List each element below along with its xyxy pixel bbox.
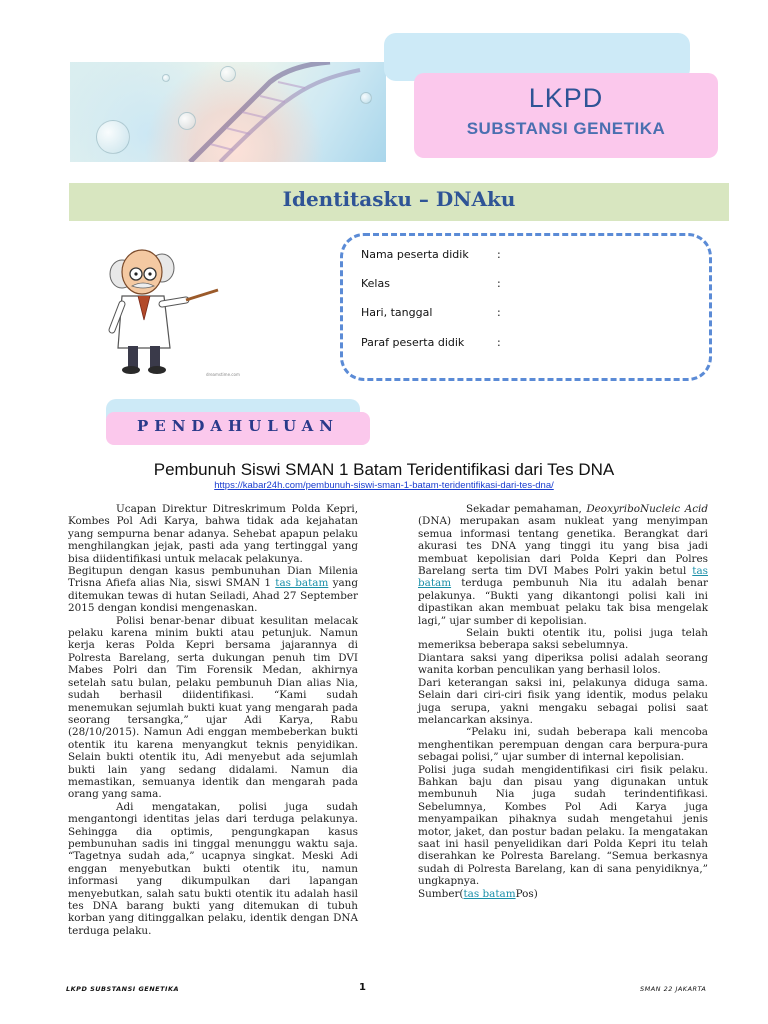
paragraph-text: (DNA) merupakan asam nukleat yang menyimpan semua informasi tentang genetika. Berangkat dari akurasi tes DNA yang tinggi itu yang bisa jadi membuat kepolisian dari Polda Kepri dan Polres Barelang serta tim DVI Mabes Polri yakin betul — [418, 515, 708, 578]
paragraph: Diantara saksi yang diperiksa polisi adalah seorang wanita korban penculikan yang berhasil lolos. — [418, 651, 708, 677]
source-line — [418, 888, 708, 900]
form-colon: : — [497, 248, 501, 261]
paragraph: Adi mengatakan, polisi juga sudah mengantongi identitas jelas dari terduga pelakunya. Sehingga dia optimis, pengungkapan kasus pembunuhan sadis ini tinggal menunggu waktu saja. “Tagetnya sudah ada,” ucapnya singkat. Meski Adi enggan menyebutkan bukti otentik itu, namun informasi yang dikumpulkan dari lapangan menyebutkan, salah satu bukti otentik itu adalah hasil tes DNA barang bukti yang ditemukan di tubuh korban yang ditinggalkan pelaku, identik dengan DNA terduga pelaku. — [68, 800, 358, 937]
footer-right: SMAN 22 JAKARTA — [640, 985, 707, 993]
dna-banner-image — [70, 62, 386, 162]
identity-form — [340, 233, 712, 381]
paragraph — [418, 503, 708, 627]
source-text: Pos) — [515, 887, 538, 900]
article-source-link[interactable]: https://kabar24h.com/pembunuh-siswi-sman-1-batam-teridentifikasi-dari-tes-dna/ — [214, 480, 554, 491]
form-colon: : — [497, 336, 501, 349]
article-column-left — [68, 503, 358, 937]
source-text: Sumber( — [418, 887, 464, 900]
paragraph-text: Begitupun dengan kasus pembunuhan Dian Milenia Trisna Afiefa alias Nia, siswi SMAN 1 — [68, 565, 358, 590]
paragraph-italic-text: DeoxyriboNucleic Acid — [586, 503, 708, 515]
form-label: Kelas — [361, 277, 390, 290]
article-column-right — [418, 503, 708, 900]
paragraph: “Pelaku ini, sudah beberapa kali mencoba menghentikan perempuan dengan cara berpura-pura sebagai polisi,” ujar sumber di internal kepolisian. — [418, 726, 708, 764]
identity-section-title: Identitasku – DNAku — [282, 187, 516, 211]
scientist-illustration-icon — [100, 240, 240, 380]
paragraph: Ucapan Direktur Ditreskrimum Polda Kepri, Kombes Pol Adi Karya, bahwa tidak ada kejahatan yang sempurna benar adanya. Sehebat apapun pelaku menghilangkan jejak, pasti ada yang tertinggal yang bisa diidentifikasi untuk melacak pelakunya. — [68, 503, 358, 565]
identity-section-bar — [69, 183, 729, 221]
form-row-kelas — [361, 277, 501, 290]
form-row-nama — [361, 248, 501, 261]
form-colon: : — [497, 306, 501, 319]
form-label: Nama peserta didik — [361, 248, 469, 261]
bubble-icon — [178, 112, 196, 130]
paragraph: Polisi juga sudah mengidentifikasi ciri fisik pelaku. Bahkan baju dan pisau yang digunakan untuk membunuh Nia juga sudah terindentifikasi. Sebelumnya, Kombes Pol Adi Karya juga menyampaikan pihaknya sudah mengetahui jenis motor, jaket, dan postur badan pelaku. Ia mengatakan saat ini hasil penyelidikan dari Polda Kepri itu telah diserahkan ke Polresta Barelang. “Semua berkasnya sudah di Polresta Barelang, kan di sana penyidiknya,” ungkapnya. — [418, 763, 708, 888]
form-row-hari-tanggal — [361, 306, 501, 319]
section-title: PENDAHULUAN — [136, 417, 340, 435]
bubble-icon — [96, 120, 130, 154]
form-colon: : — [497, 277, 501, 290]
section-title-box — [106, 412, 370, 445]
tas-batam-link[interactable]: tas batam — [463, 887, 516, 900]
page-title: LKPD — [528, 83, 604, 113]
paragraph — [68, 565, 358, 615]
tas-batam-link[interactable]: tas batam — [275, 577, 329, 590]
title-box — [414, 73, 718, 158]
paragraph: Polisi benar-benar dibuat kesulitan melacak pelaku karena minim bukti atau petunjuk. Namun kerja keras Polda Kepri bersama jajarannya di Polresta Barelang, serta dukungan penuh tim DVI Mabes Polri dan Tim Forensik Medan, akhirnya setelah satu bulan, pelaku pembunuh Dian alias Nia, sudah berhasil diidentifikasi. “Kami sudah menemukan sejumlah bukti kuat yang mengarah pada seorang tersangka,” ujar Adi Karya, Rabu (28/10/2015). Namun Adi enggan membeberkan bukti otentik itu karena menyangkut teknis penyidikan. Selain bukti otentik itu, Adi menyebut ada sejumlah bukti lain yang sedang didalami. Namun dia memastikan, semuanya identik dan mengarah pada orang yang sama. — [68, 614, 358, 801]
form-label: Hari, tanggal — [361, 306, 433, 319]
bubble-icon — [162, 74, 170, 82]
footer-page-number: 1 — [359, 982, 366, 993]
page-subtitle: SUBSTANSI GENETIKA — [466, 119, 666, 138]
tas-batam-link[interactable]: tas batam — [418, 565, 708, 590]
paragraph: Dari keterangan saksi ini, pelakunya diduga sama. Selain dari ciri-ciri fisik yang identik, modus pelaku juga serupa, yakni mengaku sebagai polisi saat melancarkan aksinya. — [418, 676, 708, 726]
bubble-icon — [220, 66, 236, 82]
paragraph-text: terduga pembunuh Nia itu adalah benar pelakunya. “Bukti yang dikantongi polisi kali ini dipastikan akan membuat pelaku tak bisa mengelak lagi,” ujar sumber di kepolisian. — [418, 577, 708, 627]
article-headline: Pembunuh Siswi SMAN 1 Batam Teridentifikasi dari Tes DNA — [153, 460, 615, 479]
form-row-paraf — [361, 336, 501, 349]
footer-left: LKPD SUBSTANSI GENETIKA — [66, 985, 180, 993]
paragraph-text: yang ditemukan tewas di hutan Seiladi, Ahad 27 September 2015 dengan kondisi mengenaskan. — [68, 577, 359, 615]
form-label: Paraf peserta didik — [361, 336, 465, 349]
paragraph: Selain bukti otentik itu, polisi juga telah memeriksa beberapa saksi sebelumnya. — [418, 627, 708, 652]
illustration-credit: dreamstime.com — [206, 372, 240, 377]
bubble-icon — [360, 92, 372, 104]
paragraph-text: Sekadar pemahaman, — [466, 503, 587, 515]
